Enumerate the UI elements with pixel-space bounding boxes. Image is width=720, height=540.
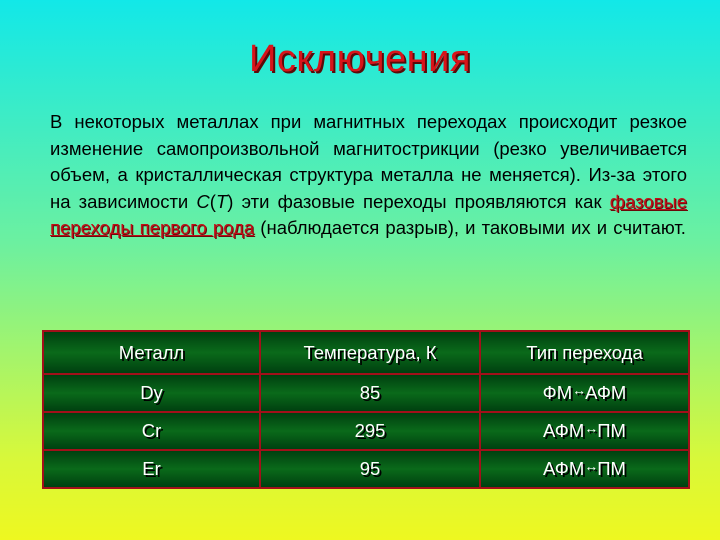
double-arrow-icon: ↔: [584, 420, 598, 436]
cell-temperature: 295: [260, 412, 480, 450]
transition-to: ПМ: [597, 458, 626, 479]
cell-transition-type: [480, 412, 689, 450]
paragraph-text-2: эти фазовые переходы проявляются как: [233, 190, 610, 212]
paren-open: (: [209, 190, 216, 212]
cell-transition-type: [480, 450, 689, 488]
transition-from: АФМ: [543, 420, 585, 441]
paragraph-text-1: В некоторых металлах при магнитных переходах происходит резкое изменение самопроизвольной магнитострикции (резко увеличивается объем, а кристаллическая структура металла не меняется). Из-за этого на зависимости: [50, 111, 687, 212]
header-transition-type: Тип перехода: [480, 331, 689, 374]
table-row: [43, 412, 689, 450]
table-row: [43, 374, 689, 412]
cell-metal: Er: [43, 450, 260, 488]
variable-t: T: [215, 190, 228, 212]
paragraph-text-3: (наблюдается разрыв), и таковыми их и считают.: [254, 217, 686, 239]
first-order-transition-link[interactable]: фазовые переходы первого рода: [50, 190, 687, 239]
header-metal: Металл: [43, 331, 260, 374]
body-paragraph: [50, 109, 687, 242]
cell-metal: Cr: [43, 412, 260, 450]
transition-to: АФМ: [585, 382, 627, 403]
table-header-row: [43, 331, 689, 374]
double-arrow-icon: ↔: [584, 458, 598, 474]
transition-to: ПМ: [597, 420, 626, 441]
transitions-table: [42, 330, 690, 489]
cell-temperature: 95: [260, 450, 480, 488]
transition-from: АФМ: [543, 458, 585, 479]
table-row: [43, 450, 689, 488]
paren-close: ): [227, 190, 234, 212]
cell-transition-type: [480, 374, 689, 412]
transition-from: ФМ: [542, 382, 573, 403]
page-title: Исключения: [249, 38, 471, 80]
double-arrow-icon: ↔: [572, 382, 586, 398]
variable-c: C: [196, 190, 210, 212]
header-temperature: Температура, К: [260, 331, 480, 374]
cell-temperature: 85: [260, 374, 480, 412]
cell-metal: Dy: [43, 374, 260, 412]
